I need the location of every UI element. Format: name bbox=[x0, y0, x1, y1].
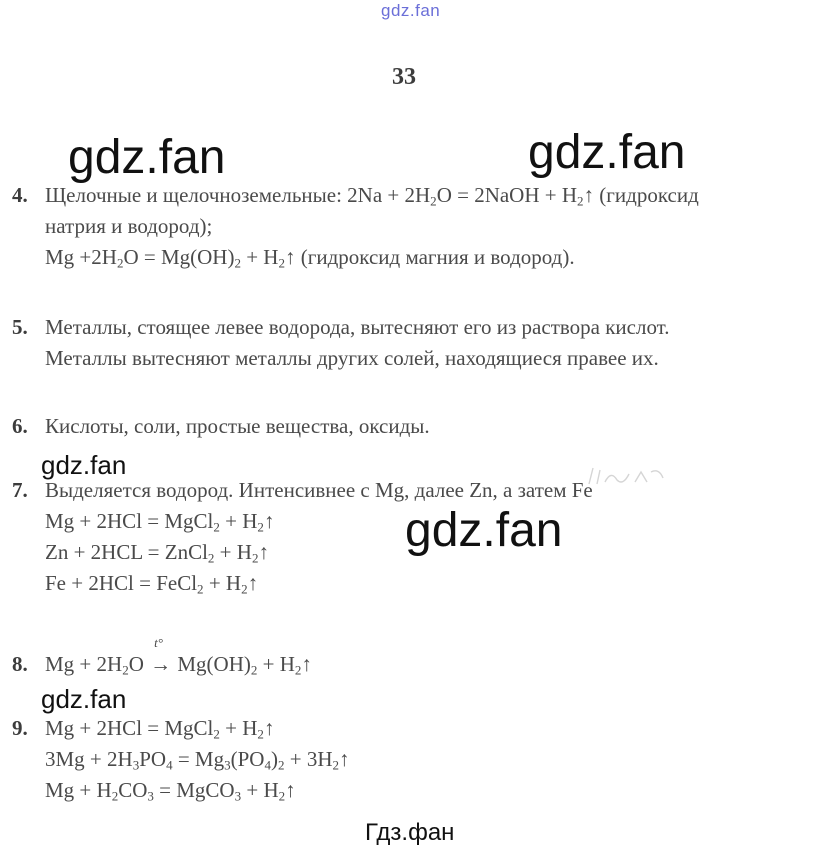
watermark-top: gdz.fan bbox=[381, 1, 441, 20]
item-number: 9. bbox=[12, 716, 28, 740]
item-body bbox=[45, 180, 699, 273]
item-number: 7. bbox=[12, 478, 28, 502]
equation-line: Zn + 2HCL = ZnCl$_2$ + $H_2↑$ bbox=[45, 540, 269, 566]
watermark-big-left: gdz.fan bbox=[68, 131, 226, 184]
watermark-bottom: Гдз.фан bbox=[365, 819, 455, 846]
equation-line: $Mg +2H_2O = Mg(OH)_2$ + $H_2↑$ (гидроксид магния и водород). bbox=[45, 245, 575, 271]
reaction-arrow: t° → bbox=[150, 635, 172, 676]
text-line: натрия и водород); bbox=[45, 214, 213, 238]
item-body bbox=[45, 713, 350, 806]
text-line: Кислоты, соли, простые вещества, оксиды. bbox=[45, 414, 430, 438]
item-body bbox=[45, 411, 430, 442]
item-number: 5. bbox=[12, 315, 28, 339]
item-number: 8. bbox=[12, 652, 28, 676]
item-number: 4. bbox=[12, 183, 28, 207]
item-body bbox=[45, 312, 670, 374]
watermark-mid-left: gdz.fan bbox=[41, 450, 127, 480]
scan-smudge-graphic bbox=[587, 466, 667, 488]
item-number: 6. bbox=[12, 414, 28, 438]
text-line: Металлы вытесняют металлы других солей, находящиеся правее их. bbox=[45, 346, 659, 370]
text-line: Щелочные и щелочноземельные: $2Na + 2H_2O$ = 2NaOH + $H_2↑$ (гидроксид bbox=[45, 183, 699, 209]
watermark-left: gdz.fan bbox=[41, 684, 127, 714]
equation-line: Mg + 2HCl = MgCl$_2$ + $H_2↑$ bbox=[45, 716, 275, 742]
equation-line: $3Mg + 2H_3PO_4 = Mg_3(PO_4)_2$ + $3H_2↑$ bbox=[45, 747, 350, 773]
equation-line: $Mg + H_2CO_3$ = MgCO$_3$ + $H_2↑$ bbox=[45, 778, 296, 804]
watermark-big-right: gdz.fan bbox=[528, 126, 686, 179]
item-body bbox=[45, 635, 312, 680]
equation-line: Mg + 2HCl = MgCl$_2$ + $H_2↑$ bbox=[45, 509, 275, 535]
text-line: Металлы, стоящее левее водорода, вытесняют его из раствора кислот. bbox=[45, 315, 670, 339]
page-number: 33 bbox=[392, 64, 416, 90]
reaction-condition: t° bbox=[154, 635, 163, 650]
watermark-mid-center: gdz.fan bbox=[405, 504, 563, 557]
equation-line: Fe + 2HCl = FeCl$_2$ + $H_2↑$ bbox=[45, 571, 259, 597]
equation-line: $Mg + 2H_2O$ t° → $Mg(OH)_2$ + $H_2↑$ bbox=[45, 649, 312, 680]
text-line: Выделяется водород. Интенсивнее с Mg, далее Zn, а затем Fe bbox=[45, 478, 593, 502]
